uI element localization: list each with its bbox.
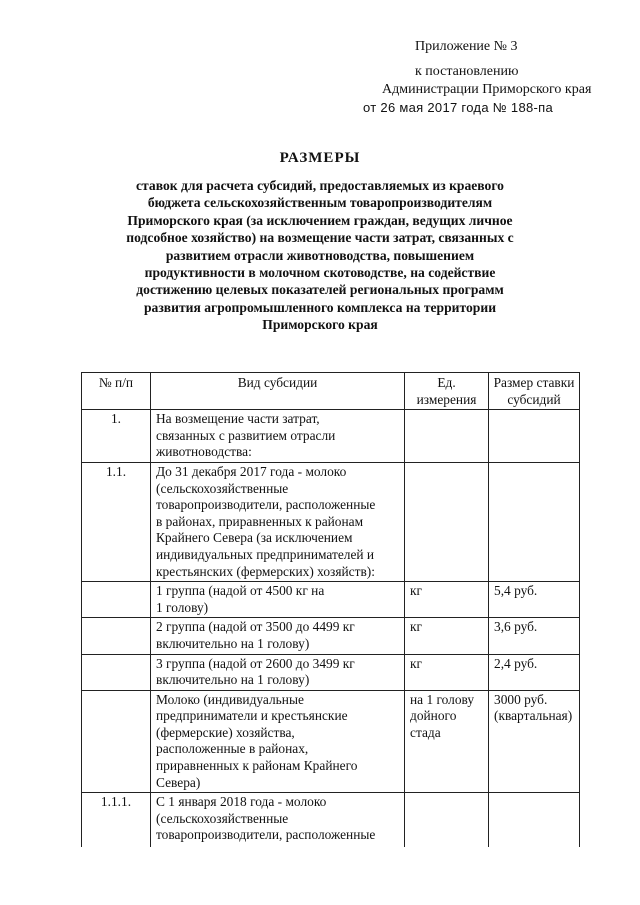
row-num — [82, 582, 151, 618]
row-rate — [489, 793, 580, 848]
subtitle-line: развития агропромышленного комплекса на территории — [143, 299, 497, 315]
type-line: На возмещение части затрат, — [156, 411, 320, 427]
type-line: товаропроизводители, расположенные — [156, 827, 376, 843]
type-line: в районах, приравненных к районам — [156, 513, 364, 529]
row-num — [82, 618, 151, 654]
row-num — [82, 654, 151, 690]
rate-line: 2,4 руб. — [494, 655, 538, 671]
row-rate — [489, 582, 580, 618]
row-type — [151, 793, 405, 848]
rate-line: (квартальная) — [494, 708, 573, 724]
rate-line: 3,6 руб. — [494, 619, 538, 635]
document-subtitle — [110, 177, 530, 334]
type-line: 2 группа (надой от 3500 до 4499 кг — [156, 619, 355, 635]
subtitle-line: развитием отрасли животноводства, повышением — [165, 247, 475, 263]
row-num: 1.1. — [82, 462, 151, 581]
row-unit — [405, 582, 489, 618]
row-rate — [489, 654, 580, 690]
type-line: индивидуальных предпринимателей и — [156, 546, 375, 562]
row-type — [151, 690, 405, 793]
header-rate-line: Размер ставки — [493, 375, 575, 390]
row-unit — [405, 410, 489, 463]
row-rate — [489, 618, 580, 654]
subtitle-line: продуктивности в молочном скотоводстве, на содействие — [144, 265, 496, 281]
administration-name: Администрации Приморского края — [382, 82, 592, 97]
row-unit — [405, 462, 489, 581]
type-line: С 1 января 2018 года - молоко — [156, 794, 327, 810]
type-line: приравненных к районам Крайнего — [156, 758, 358, 774]
type-line: связанных с развитием отрасли — [156, 427, 336, 443]
unit-line: кг — [410, 583, 422, 599]
type-line: 3 группа (надой от 2600 до 3499 кг — [156, 655, 355, 671]
header-num-label: № п/п — [98, 375, 134, 390]
subtitle-line: ставок для расчета субсидий, предоставляемых из краевого — [136, 178, 504, 193]
resolution-ref: к постановлению — [415, 64, 519, 79]
subtitle-line: Приморского края — [262, 317, 378, 333]
unit-line: стада — [410, 724, 441, 740]
unit-line: кг — [410, 655, 422, 671]
type-line: (фермерские) хозяйства, — [156, 724, 295, 740]
type-line: предприниматели и крестьянские — [156, 708, 348, 724]
type-line: крестьянских (фермерских) хозяйств): — [156, 563, 375, 579]
subsidy-rates-table — [81, 372, 580, 847]
row-type — [151, 654, 405, 690]
table-row — [82, 618, 580, 654]
type-line: Крайнего Севера (за исключением — [156, 530, 353, 546]
type-line: Севера) — [156, 774, 201, 790]
appendix-label: Приложение № 3 — [415, 39, 518, 54]
table-row — [82, 690, 580, 793]
document-title: РАЗМЕРЫ — [279, 150, 361, 166]
header-rate — [489, 373, 580, 410]
row-rate — [489, 690, 580, 793]
row-num: 1. — [82, 410, 151, 463]
subtitle-line: Приморского края (за исключением граждан, ведущих личное — [127, 212, 513, 228]
row-unit — [405, 793, 489, 848]
type-line: Молоко (индивидуальные — [156, 691, 304, 707]
row-num: 1.1.1. — [82, 793, 151, 848]
rate-line: 5,4 руб. — [494, 583, 538, 599]
table-row — [82, 654, 580, 690]
type-line: животноводства: — [156, 444, 252, 460]
unit-line: дойного — [410, 708, 457, 724]
type-line: 1 голову) — [156, 599, 209, 615]
header-rate-line: субсидий — [507, 391, 561, 407]
subtitle-line: бюджета сельскохозяйственным товаропроизводителям — [147, 195, 493, 211]
type-line: включительно на 1 голову) — [156, 672, 310, 688]
type-line: (сельскохозяйственные — [156, 810, 289, 826]
row-num — [82, 690, 151, 793]
row-type — [151, 462, 405, 581]
row-rate — [489, 410, 580, 463]
type-line: расположенные в районах, — [156, 741, 309, 757]
table-row — [82, 793, 580, 848]
row-unit — [405, 690, 489, 793]
header-unit-line: Ед. — [437, 375, 456, 390]
type-line: товаропроизводители, расположенные — [156, 497, 376, 513]
table-row — [82, 582, 580, 618]
header-unit-line: измерения — [416, 391, 477, 407]
row-unit — [405, 618, 489, 654]
header-num — [82, 373, 151, 410]
header-unit — [405, 373, 489, 410]
table-row — [82, 410, 580, 463]
row-unit — [405, 654, 489, 690]
row-rate — [489, 462, 580, 581]
header-type-line: Вид субсидии — [237, 375, 318, 390]
subtitle-line: подсобное хозяйство) на возмещение части затрат, связанных с — [126, 230, 514, 246]
row-type — [151, 410, 405, 463]
unit-line: кг — [410, 619, 422, 635]
type-line: включительно на 1 голову) — [156, 635, 310, 651]
row-type — [151, 618, 405, 654]
rate-line: 3000 руб. — [494, 691, 548, 707]
header-type — [151, 373, 405, 410]
type-line: (сельскохозяйственные — [156, 480, 289, 496]
subtitle-line: достижению целевых показателей региональных программ — [136, 282, 504, 298]
resolution-date-number: от 26 мая 2017 года № 188-па — [363, 100, 554, 115]
type-line: 1 группа (надой от 4500 кг на — [156, 583, 325, 599]
table-row — [82, 462, 580, 581]
type-line: До 31 декабря 2017 года - молоко — [156, 463, 347, 479]
table-header-row — [82, 373, 580, 410]
unit-line: на 1 голову — [410, 691, 475, 707]
row-type — [151, 582, 405, 618]
